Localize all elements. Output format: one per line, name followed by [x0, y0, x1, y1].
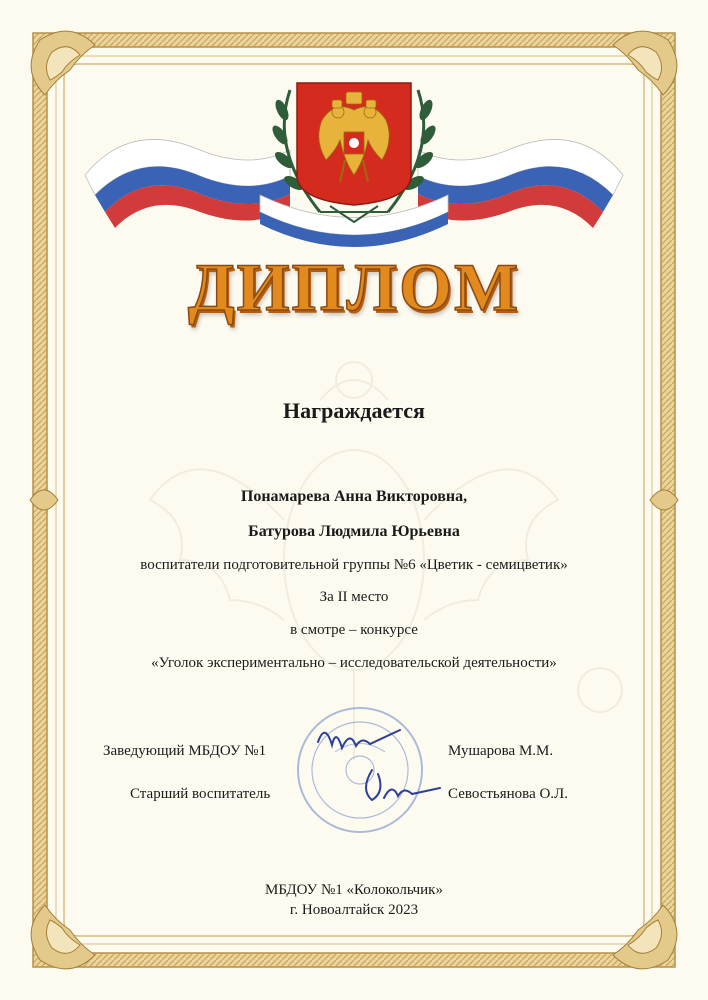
- diploma-title: ДИПЛОМ: [187, 249, 521, 325]
- recipient-2: Батурова Людмила Юрьевна: [248, 523, 460, 540]
- contest-name: «Уголок экспериментально – исследовательской деятельности»: [151, 655, 557, 671]
- head-role: Заведующий МБДОУ №1: [103, 743, 267, 759]
- contest-type: в смотре – конкурсе: [290, 622, 418, 638]
- recipient-1: Понамарева Анна Викторовна,: [240, 488, 468, 505]
- stamp-icon: [298, 708, 422, 832]
- awarded-heading: Награждается: [283, 398, 425, 423]
- position-text: воспитатели подготовительной группы №6 «Цветик - семицветик»: [140, 557, 568, 573]
- place-text: За II место: [319, 589, 389, 605]
- footer-city-year: г. Новоалтайск 2023: [289, 902, 419, 918]
- senior-role: Старший воспитатель: [130, 786, 271, 802]
- senior-name: Севостьянова О.Л.: [448, 786, 568, 802]
- head-name: Мушарова М.М.: [448, 743, 554, 759]
- footer-organization: МБДОУ №1 «Колокольчик»: [265, 882, 443, 898]
